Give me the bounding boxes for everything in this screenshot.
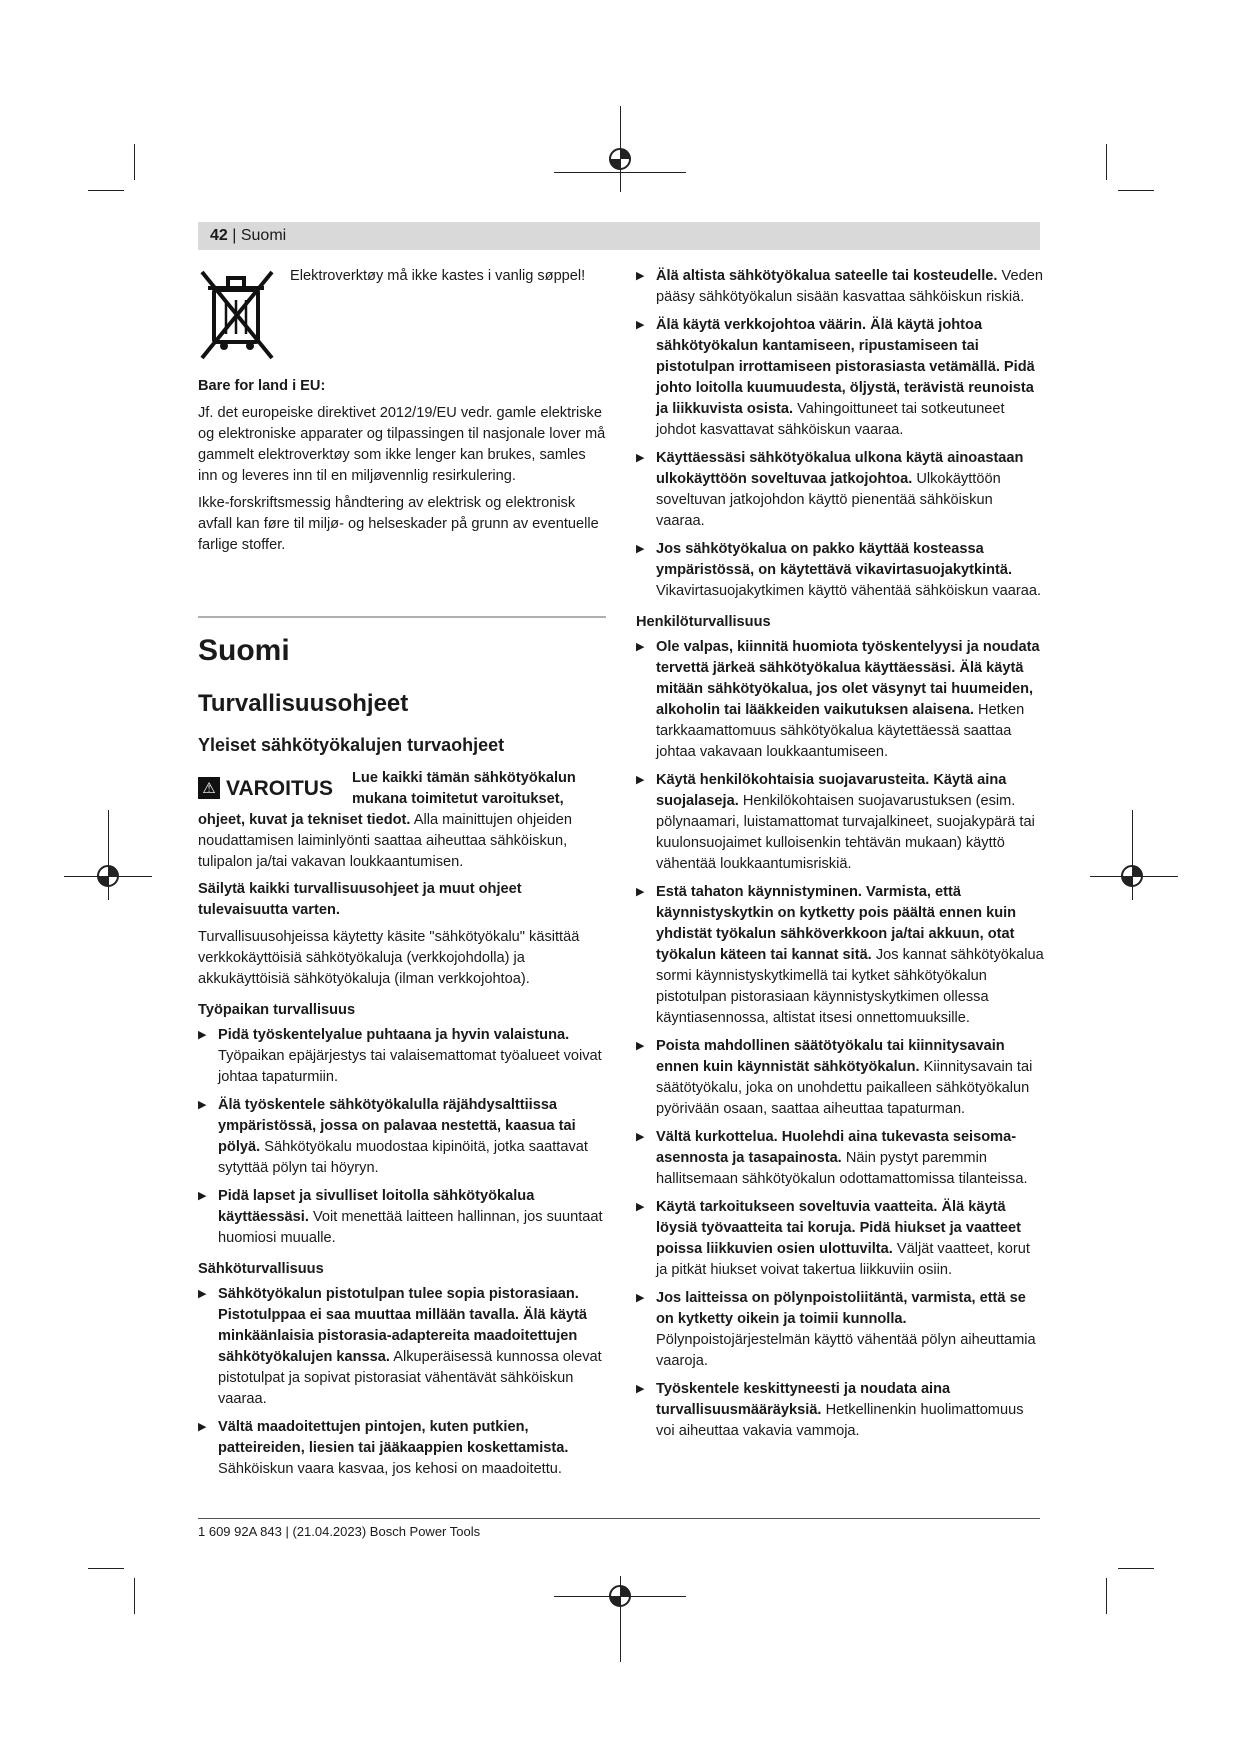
item-bold: Käyttäessäsi sähkötyökalua ulkona käytä ainoastaan ulkokäyttöön soveltuvaa jatkojohtoa.: [656, 450, 1024, 487]
list-item: [636, 1197, 1044, 1281]
item-text: Vikavirtasuojakytkimen käyttö vähentää sähköiskun vaaraa.: [656, 583, 1042, 599]
item-bold: Pidä työskentelyalue puhtaana ja hyvin valaistuna.: [218, 1027, 570, 1043]
item-text: Henkilökohtaisen suojavarustuksen (esim. pölynaamari, luistamattomat turvajalkineet, suojakypärä tai kuulonsuojaimet kulloisenkin tehtävän mukaan) käyttö vähentää loukkaantumisriskiä.: [656, 793, 1035, 872]
item-text: Ulkokäyttöön soveltuvan jatkojohdon käyttö pienentää sähköiskun vaaraa.: [656, 471, 1001, 529]
header-section: Suomi: [240, 227, 287, 244]
list-item: [636, 448, 1044, 532]
item-text: Näin pystyt paremmin hallitsemaan sähkötyökalun odottamattomissa tilanteissa.: [656, 1150, 1028, 1187]
crop-mark: [1118, 190, 1154, 191]
electrical-heading: Sähköturvallisuus: [198, 1261, 324, 1277]
list-item: [636, 1379, 1044, 1442]
left-column: [198, 266, 606, 1487]
eu-heading: Bare for land i EU:: [198, 378, 326, 394]
page-header: [198, 222, 1040, 250]
item-text: Sähkötyökalu muodostaa kipinöitä, jotka saattavat sytyttää pölyn tai höyryn.: [218, 1139, 588, 1176]
item-bold: Poista mahdollinen säätötyökalu tai kiinnitysavain ennen kuin käynnistät sähkötyökalun.: [656, 1038, 1005, 1075]
eu-paragraph-1: Jf. det europeiske direktivet 2012/19/EU vedr. gamle elektriske og elektroniske apparater og tilpassingen til nasjonale lover må gammelt elektroverktøy som ikke lenger kan brukes, samles inn og leveres inn til en miljøvennlig resirkulering.: [198, 405, 606, 484]
footer-divider: [198, 1518, 1040, 1519]
crop-mark: [134, 1578, 135, 1614]
item-text: Alkuperäisessä kunnossa olevat pistotulpat ja sopivat pistorasiat vähentävät sähköiskun vaaraa.: [218, 1349, 602, 1407]
item-text: Kiinnitysavain tai säätötyökalu, joka on unohdettu paikalleen sähkötyökalun pyörivään osaan, saattaa aiheuttaa tapaturman.: [656, 1059, 1033, 1117]
list-item: [198, 1284, 606, 1410]
item-bold: Älä työskentele sähkötyökalulla räjähdysalttiissa ympäristössä, jossa on palavaa nestettä, kaasua tai pölyä.: [218, 1097, 576, 1155]
crop-mark: [1106, 1578, 1107, 1614]
item-bold: Älä altista sähkötyökalua sateelle tai kosteudelle.: [656, 268, 998, 284]
registration-mark-icon: [95, 863, 121, 889]
general-safety-title: Yleiset sähkötyökalujen turvaohjeet: [198, 735, 505, 755]
weee-notice: [198, 266, 606, 362]
crop-mark: [134, 144, 135, 180]
crop-mark: [88, 1568, 124, 1569]
item-bold: Älä käytä verkkojohtoa väärin. Älä käytä johtoa sähkötyökalun kantamiseen, ripustamiseen tai pistotulpan irrottamiseen pistorasiasta vetämällä. Pidä johto loitolla kuumuudesta, öljystä, terävistä reunoista ja liikkuvista osista.: [656, 317, 1035, 417]
warning-text: Alla mainittujen ohjeiden noudattamisen laiminlyönti saattaa aiheuttaa sähköiskun, tulipalon ja/tai vakavan loukkaantumisen.: [198, 812, 572, 870]
list-item: [636, 315, 1044, 441]
item-bold: Ole valpas, kiinnitä huomiota työskentelyysi ja noudata tervettä järkeä sähkötyökalua käyttäessäsi. Älä käytä mitään sähkötyökalua, jos olet väsynyt tai huumeiden, alkoholin tai lääkkeiden vaikutuksen alaisena.: [656, 639, 1040, 718]
right-column: [636, 266, 1044, 1449]
item-text: Jos kannat sähkötyökalua sormi käynnistyskytkimellä tai kytket sähkötyökalun pistotulpan pistorasiaan käynnistyskytkimen ollessa käyntiasennossa, altistat itsesi onnettomuuksille.: [656, 947, 1044, 1026]
weee-text: Elektroverktøy må ikke kastes i vanlig søppel!: [290, 268, 586, 284]
item-text: Hetkellinenkin huolimattomuus voi aiheuttaa vakavia vammoja.: [656, 1402, 1024, 1439]
item-text: Voit menettää laitteen hallinnan, jos suuntaat huomiosi muualle.: [218, 1209, 603, 1246]
warning-label: [198, 768, 348, 808]
list-item: [636, 539, 1044, 602]
warning-triangle-icon: ⚠: [198, 777, 220, 799]
crop-mark: [1106, 144, 1107, 180]
crop-mark: [554, 172, 686, 173]
item-bold: Vältä maadoitettujen pintojen, kuten putkien, patteireiden, liesien tai jääkaappien koskettamista.: [218, 1419, 569, 1456]
header-separator: |: [232, 227, 237, 244]
item-bold: Jos laitteissa on pölynpoistoliitäntä, varmista, että se on kytketty oikein ja toimii kunnolla.: [656, 1290, 1026, 1327]
item-bold: Käytä tarkoitukseen soveltuvia vaatteita. Älä käytä löysiä työvaatteita tai koruja. Pidä hiukset ja vaatteet poissa liikkuvien osien ulottuvilta.: [656, 1199, 1021, 1257]
item-bold: Sähkötyökalun pistotulpan tulee sopia pistorasiaan. Pistotulppaa ei saa muuttaa millään tavalla. Älä käytä minkäänlaisia pistorasia-adaptereita maadoitettujen sähkötyökalujen kanssa.: [218, 1286, 588, 1365]
item-text: Työpaikan epäjärjestys tai valaisemattomat työalueet voivat johtaa tapaturmiin.: [218, 1048, 602, 1085]
list-item: [636, 266, 1044, 308]
registration-mark-icon: [607, 1583, 633, 1609]
item-text: Hetken tarkkaamattomuus sähkötyökalua käytettäessä saattaa johtaa vakavaan loukkaantumiseen.: [656, 702, 1025, 760]
registration-mark-icon: [1119, 863, 1145, 889]
item-bold: Käytä henkilökohtaisia suojavarusteita. Käytä aina suojalaseja.: [656, 772, 1007, 809]
list-item: [198, 1417, 606, 1480]
section-divider: [198, 616, 606, 618]
item-text: Pölynpoistojärjestelmän käyttö vähentää pölyn aiheuttamia vaaroja.: [656, 1332, 1036, 1369]
language-title: Suomi: [198, 634, 290, 667]
page-number: 42: [210, 227, 228, 244]
warning-bold-text: Lue kaikki tämän sähkötyökalun mukana toimitetut varoitukset, ohjeet, kuvat ja tekniset tiedot.: [198, 770, 576, 828]
list-item: [636, 882, 1044, 1029]
power-tool-definition: Turvallisuusohjeissa käytetty käsite "sähkötyökalu" käsittää verkkokäyttöisiä sähkötyökaluja (verkkojohdolla) ja akkukäyttöisiä sähkötyökaluja (ilman verkkojohtoa).: [198, 929, 580, 987]
item-bold: Estä tahaton käynnistyminen. Varmista, että käynnistyskytkin on kytketty pois päältä ennen kuin yhdistät työkalun sähköverkkoon ja/tai akkuun, otat työkalun käteen tai kannat sitä.: [656, 884, 1017, 963]
item-bold: Työskentele keskittyneesti ja noudata aina turvallisuusmääräyksiä.: [656, 1381, 951, 1418]
safety-title: Turvallisuusohjeet: [198, 690, 409, 717]
warning-label-text: VAROITUS: [226, 776, 333, 800]
item-bold: Jos sähkötyökalua on pakko käyttää kosteassa ympäristössä, on käytettävä vikavirtasuojakytkintä.: [656, 541, 1013, 578]
workplace-heading: Työpaikan turvallisuus: [198, 1002, 356, 1018]
eu-paragraph-2: Ikke-forskriftsmessig håndtering av elektrisk og elektronisk avfall kan føre til miljø- og helseskader på grunn av eventuelle farlige stoffer.: [198, 495, 599, 553]
item-text: Sähköiskun vaara kasvaa, jos kehosi on maadoitettu.: [218, 1461, 562, 1477]
keep-instructions: Säilytä kaikki turvallisuusohjeet ja muut ohjeet tulevaisuutta varten.: [198, 881, 522, 918]
list-item: [636, 1127, 1044, 1190]
list-item: [636, 1036, 1044, 1120]
crop-mark: [1118, 1568, 1154, 1569]
registration-mark-icon: [607, 146, 633, 172]
personal-heading: Henkilöturvallisuus: [636, 614, 771, 630]
item-text: Veden pääsy sähkötyökalun sisään kasvattaa sähköiskun riskiä.: [656, 268, 1043, 305]
crop-mark: [88, 190, 124, 191]
item-bold: Vältä kurkottelua. Huolehdi aina tukevasta seisoma-asennosta ja tasapainosta.: [656, 1129, 1017, 1166]
list-item: [198, 1025, 606, 1088]
item-text: Väljät vaatteet, korut ja pitkät hiukset voivat takertua liikkuviin osiin.: [656, 1241, 1030, 1278]
list-item: [636, 637, 1044, 763]
footer: 1 609 92A 843 | (21.04.2023) Bosch Power Tools: [198, 1524, 481, 1539]
crossed-out-bin-icon: [198, 266, 276, 362]
list-item: [198, 1095, 606, 1179]
item-bold: Pidä lapset ja sivulliset loitolla sähkötyökalua käyttäessäsi.: [218, 1188, 535, 1225]
list-item: [636, 1288, 1044, 1372]
warning-block: [198, 768, 606, 873]
list-item: [198, 1186, 606, 1249]
item-text: Vahingoittuneet tai sotkeutuneet johdot kasvattavat sähköiskun vaaraa.: [656, 401, 1005, 438]
list-item: [636, 770, 1044, 875]
